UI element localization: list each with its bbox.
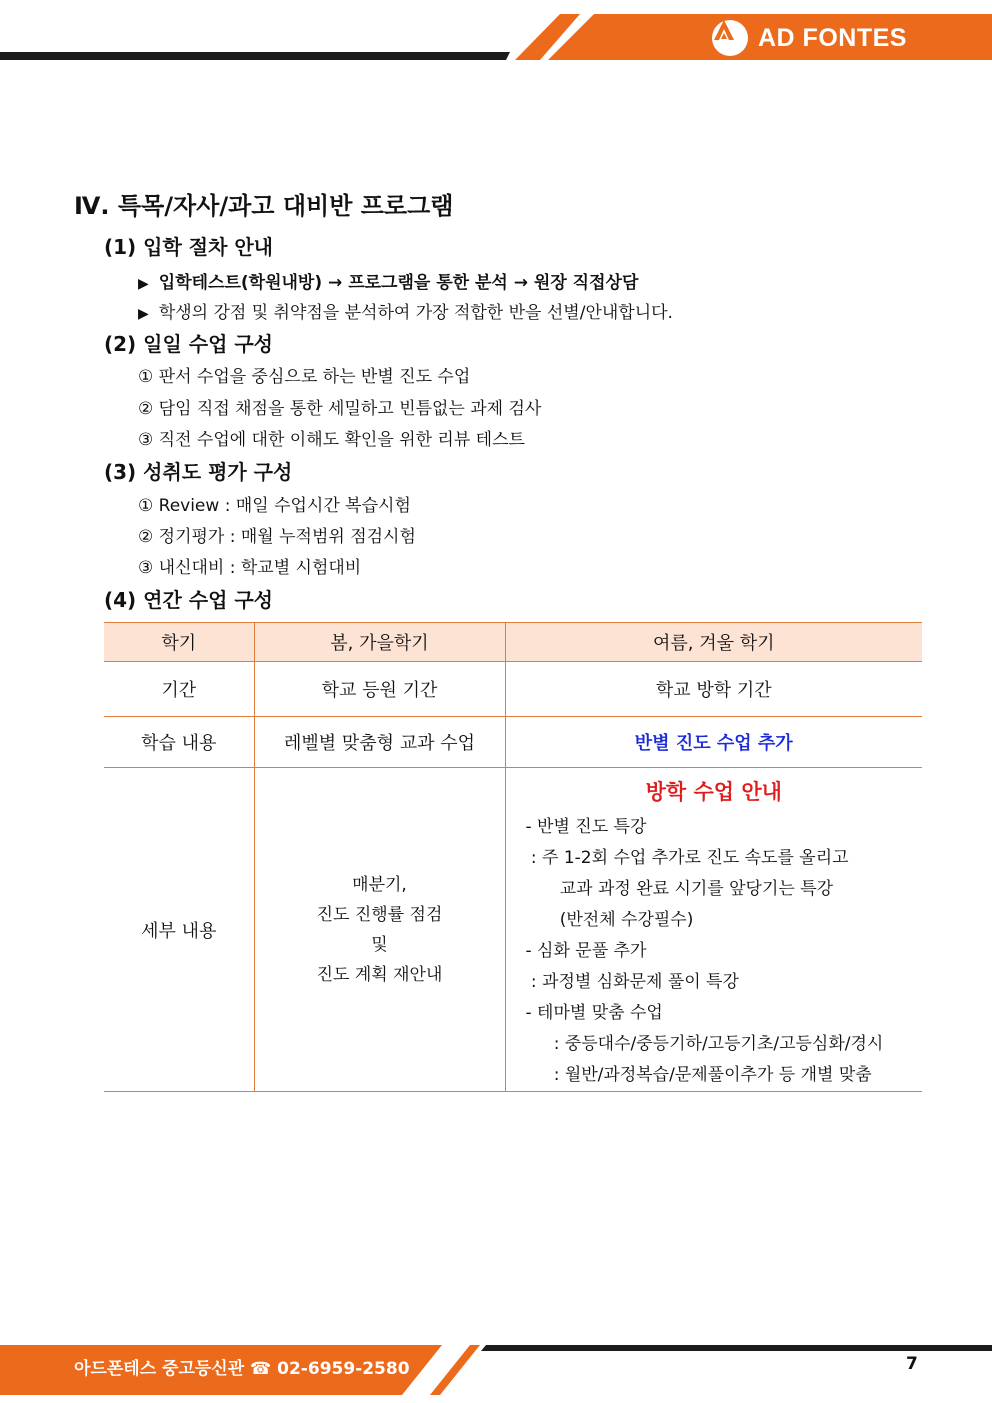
admission-text-2: 학생의 강점 및 취약점을 분석하여 가장 적합한 반을 선별/안내합니다. <box>158 303 673 323</box>
eval-line-3: ③ 내신대비 : 학교별 시험대비 <box>138 558 362 578</box>
table-row <box>104 662 922 717</box>
cell-detail-vacation <box>505 768 922 1092</box>
row-label-period: 기간 <box>104 662 254 717</box>
list-item: : 월반/과정복습/문제풀이추가 등 개별 맞춤 <box>537 1065 872 1085</box>
admission-text-1: 입학테스트(학원내방) → 프로그램을 통한 분석 → 원장 직접상담 <box>158 273 639 293</box>
detail-semester-line: 진도 계획 재안내 <box>316 964 443 985</box>
list-item: : 과정별 심화문제 풀이 특강 <box>525 972 739 992</box>
daily-line-3: ③ 직전 수업에 대한 이해도 확인을 위한 리뷰 테스트 <box>138 430 525 450</box>
bullet-arrow-icon: ▶ <box>138 276 149 292</box>
list-item: - 심화 문풀 추가 <box>525 941 647 961</box>
detail-semester-line: 및 <box>371 934 388 955</box>
subheading-evaluation: (3) 성취도 평가 구성 <box>104 460 293 484</box>
row-label-content: 학습 내용 <box>104 717 254 768</box>
detail-semester-line: 진도 진행률 점검 <box>316 904 443 925</box>
cell-period-vacation: 학교 방학 기간 <box>505 662 922 717</box>
subheading-admission: (1) 입학 절차 안내 <box>104 235 274 259</box>
vacation-guide-list <box>506 812 923 1091</box>
eval-line-1: ① Review : 매일 수업시간 복습시험 <box>138 496 411 516</box>
daily-line-1: ① 판서 수업을 중심으로 하는 반별 진도 수업 <box>138 367 471 387</box>
subheading-annual: (4) 연간 수업 구성 <box>104 588 274 612</box>
cell-period-semester: 학교 등원 기간 <box>254 662 505 717</box>
annual-schedule-table <box>104 622 922 1092</box>
page-footer <box>0 1340 992 1403</box>
table-row <box>104 717 922 768</box>
daily-line-2: ② 담임 직접 채점을 통한 세밀하고 빈틈없는 과제 검사 <box>138 399 542 419</box>
admission-line-2 <box>138 298 673 323</box>
page-number: 7 <box>906 1354 918 1374</box>
brand-logo <box>712 18 907 58</box>
cell-content-vacation: 반별 진도 수업 추가 <box>505 717 922 768</box>
logo-icon <box>712 20 748 56</box>
brand-name: AD FONTES <box>758 23 907 52</box>
header-cell-term: 학기 <box>104 623 254 662</box>
table-row-detail <box>104 768 922 1092</box>
detail-semester-line: 매분기, <box>352 874 407 895</box>
admission-line-1 <box>138 268 638 293</box>
list-item: : 중등대수/중등기하/고등기초/고등심화/경시 <box>537 1034 884 1054</box>
list-item: - 테마별 맞춤 수업 <box>525 1003 663 1023</box>
list-item: - 반별 진도 특강 <box>525 817 647 837</box>
cell-detail-semester <box>254 768 505 1092</box>
eval-line-2: ② 정기평가 : 매월 누적범위 점검시험 <box>138 527 416 547</box>
page-header <box>0 0 992 70</box>
footer-contact: 아드폰테스 중고등신관 ☎ 02-6959-2580 <box>74 1359 410 1379</box>
list-item: : 주 1-2회 수업 추가로 진도 속도를 올리고 <box>525 848 849 868</box>
list-item: 교과 과정 완료 시기를 앞당기는 특강 <box>543 879 834 899</box>
bullet-arrow-icon: ▶ <box>138 306 149 322</box>
list-item: (반전체 수강필수) <box>543 910 694 930</box>
section-title: Ⅳ. 특목/자사/과고 대비반 프로그램 <box>74 192 454 220</box>
row-label-detail: 세부 내용 <box>104 768 254 1092</box>
header-cell-summer-winter: 여름, 겨울 학기 <box>505 623 922 662</box>
header-cell-spring-fall: 봄, 가을학기 <box>254 623 505 662</box>
table-header-row <box>104 623 922 662</box>
vacation-guide-title: 방학 수업 안내 <box>645 780 782 804</box>
cell-content-semester: 레벨별 맞춤형 교과 수업 <box>254 717 505 768</box>
subheading-daily: (2) 일일 수업 구성 <box>104 332 274 356</box>
